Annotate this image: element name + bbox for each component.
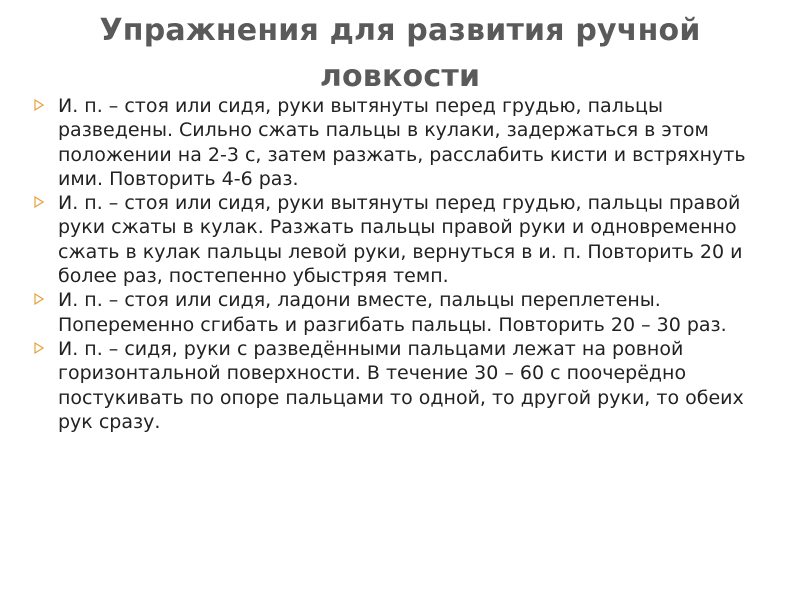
list-item	[34, 191, 774, 288]
hollow-arrow-bullet-icon	[34, 293, 44, 305]
hollow-arrow-bullet-icon	[34, 99, 44, 111]
list-item-text: И. п. – стоя или сидя, руки вытянуты перед грудью, пальцы разведены. Сильно сжать пальцы в кулаки, задержаться в этом положении на 2-3 с, затем разжать, расслабить кисти и встряхнуть ими. Повторить 4-6 раз.	[58, 95, 746, 190]
list-item-text: И. п. – сидя, руки с разведёнными пальцами лежат на ровной горизонтальной поверхности. В течение 30 – 60 с поочерёдно постукивать по опоре пальцами то одной, то другой руки, то обеих рук сразу.	[58, 337, 744, 433]
list-item	[34, 288, 774, 337]
exercise-list	[34, 94, 774, 434]
list-item	[34, 94, 774, 191]
hollow-arrow-bullet-icon	[34, 342, 44, 354]
slide-title: Упражнения для развития ручной ловкости	[99, 13, 701, 94]
list-item	[34, 337, 774, 434]
list-item-text: И. п. – стоя или сидя, руки вытянуты перед грудью, пальцы правой руки сжаты в кулак. Разжать пальцы правой руки и одновременно сжать в кулак пальцы левой руки, вернуться в и. п. Повторить 20 и более раз, постепенно убыстряя темп.	[58, 192, 743, 288]
list-item-text: И. п. – стоя или сидя, ладони вместе, пальцы переплетены. Попеременно сгибать и разгибать пальцы. Повторить 20 – 30 раз.	[58, 289, 727, 336]
hollow-arrow-bullet-icon	[34, 196, 44, 208]
